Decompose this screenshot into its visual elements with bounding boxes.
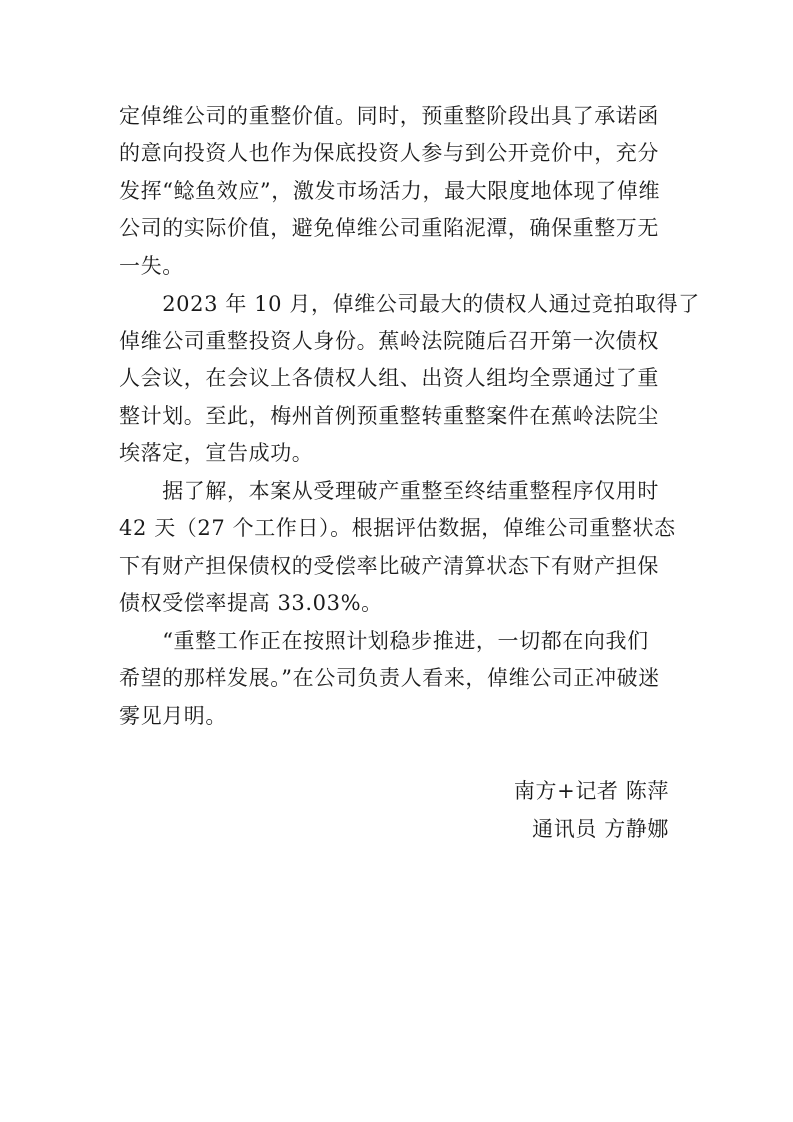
paragraph-2-line-4: 整计划。至此，梅州首例预重整转重整案件在蕉岭法院尘	[119, 404, 659, 428]
reporter-byline: 南方+记者 陈萍	[513, 779, 669, 803]
paragraph-2-line-2: 倬维公司重整投资人身份。蕉岭法院随后召开第一次债权	[119, 329, 659, 353]
paragraph-4-line-1: “重整工作正在按照计划稳步推进，一切都在向我们	[119, 629, 649, 653]
paragraph-4-line-3: 雾见月明。	[119, 704, 227, 728]
paragraph-3-line-3: 下有财产担保债权的受偿率比破产清算状态下有财产担保	[119, 554, 659, 578]
correspondent-byline: 通讯员 方静娜	[532, 817, 669, 841]
paragraph-2-line-3: 人会议，在会议上各债权人组、出资人组均全票通过了重	[119, 366, 659, 390]
paragraph-3-line-1: 据了解，本案从受理破产重整至终结重整程序仅用时	[119, 479, 659, 503]
paragraph-2-line-5: 埃落定，宣告成功。	[119, 441, 314, 465]
paragraph-3-line-4: 债权受偿率提高 33.03%。	[119, 591, 383, 615]
paragraph-3-line-2: 42 天（27 个工作日）。根据评估数据，倬维公司重整状态	[119, 516, 676, 540]
paragraph-1-line-3: 发挥“鲶鱼效应”，激发市场活力，最大限度地体现了倬维	[119, 179, 661, 203]
paragraph-1-line-2: 的意向投资人也作为保底投资人参与到公开竞价中，充分	[119, 141, 659, 165]
paragraph-4-line-2: 希望的那样发展。”在公司负责人看来，倬维公司正冲破迷	[119, 666, 660, 690]
paragraph-1-line-5: 一失。	[119, 254, 184, 278]
paragraph-1-line-1: 定倬维公司的重整价值。同时，预重整阶段出具了承诺函	[119, 104, 659, 128]
paragraph-1-line-4: 公司的实际价值，避免倬维公司重陷泥潭，确保重整万无	[119, 216, 659, 240]
paragraph-2-line-1: 2023 年 10 月，倬维公司最大的债权人通过竞拍取得了	[119, 292, 700, 316]
